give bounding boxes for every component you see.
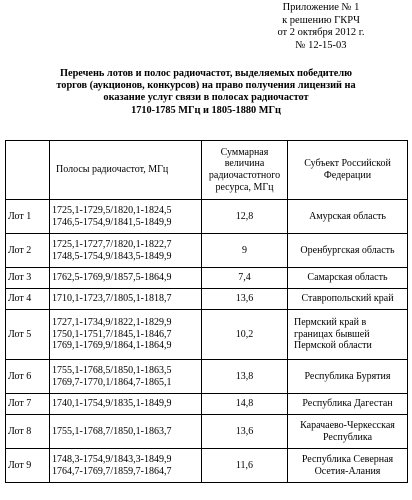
annex-title: Приложение № 1 [282,2,360,13]
band-range: 1740,1-1754,9/1835,1-1849,9 [52,398,172,410]
table-header-row [6,141,408,200]
resource-cell: 13,8 [202,360,288,394]
table-row [6,360,408,394]
bands-cell [50,360,202,394]
annex-reference: к решению ГКРЧ [282,14,360,26]
band-range: 1748,5-1754,9/1843,5-1849,9 [52,250,172,262]
resource-cell: 7,4 [202,268,288,289]
subject-line: Осетия-Алания [314,465,381,477]
band-range: 1755,1-1768,5/1850,1-1863,5 [52,364,172,376]
subject-cell [288,360,408,394]
lot-cell: Лот 5 [6,310,50,360]
header-subject [288,141,408,200]
subject-line: границах бывшей [294,328,370,340]
bands-cell [50,415,202,449]
lot-cell: Лот 2 [6,234,50,268]
header-resource-line: ресурса, МГц [215,181,274,193]
subject-cell [288,415,408,449]
header-resource-line: величина [224,158,265,170]
subject-cell [288,200,408,234]
subject-line: Ставропольский край [301,293,394,305]
bands-cell [50,268,202,289]
heading-line-3: оказание услуг связи в полосах радиочастот [103,92,309,104]
subject-cell [288,394,408,415]
band-range: 1725,1-1729,5/1820,1-1824,5 [52,204,172,216]
lot-cell: Лот 8 [6,415,50,449]
header-resource-line: Суммарная [220,146,269,158]
bands-cell [50,394,202,415]
bands-cell [50,449,202,483]
lot-cell: Лот 6 [6,360,50,394]
subject-line: Республика Северная [301,453,394,465]
resource-cell: 11,6 [202,449,288,483]
subject-line: Республика Бурятия [304,370,391,382]
resource-cell: 12,8 [202,200,288,234]
band-range: 1769,1-1769,9/1864,1-1864,9 [52,340,172,352]
subject-cell [288,310,408,360]
lot-cell: Лот 1 [6,200,50,234]
band-range: 1755,1-1768,7/1850,1-1863,7 [52,425,172,437]
table-row [6,289,408,310]
bands-cell [50,200,202,234]
lots-table [5,140,408,483]
lot-cell: Лот 3 [6,268,50,289]
band-range: 1762,5-1769,9/1857,5-1864,9 [52,272,172,284]
header-lot [6,141,50,200]
lot-cell: Лот 4 [6,289,50,310]
header-resource [202,141,288,200]
subject-line: Карачаево-Черкесская [300,419,395,431]
resource-cell: 10,2 [202,310,288,360]
lot-cell: Лот 9 [6,449,50,483]
annex-number: № 12-15-03 [295,39,347,51]
subject-cell [288,289,408,310]
annex-date: от 2 октября 2012 г. [277,27,365,38]
lot-cell: Лот 7 [6,394,50,415]
header-subject-line: Субъект Российской [304,158,391,170]
subject-cell [288,449,408,483]
resource-cell: 9 [202,234,288,268]
subject-line: Пермский край в [294,317,367,329]
resource-cell: 14,8 [202,394,288,415]
subject-line: Республика [322,431,373,443]
band-range: 1727,1-1734,9/1822,1-1829,9 [52,317,172,329]
bands-cell [50,289,202,310]
heading-line-1: Перечень лотов и полос радиочастот, выделяемых победителю [59,68,353,79]
subject-line: Пермской области [294,340,372,352]
header-resource-line: радиочастотного [208,170,281,181]
bands-cell [50,234,202,268]
resource-cell: 13,6 [202,415,288,449]
table-row [6,449,408,483]
subject-line: Оренбургская область [300,244,395,256]
table-row [6,394,408,415]
band-range: 1746,5-1754,9/1841,5-1849,9 [52,216,172,228]
header-subject-line: Федерации [323,170,372,181]
document-heading [8,68,404,117]
band-range: 1750,1-1751,7/1845,1-1846,7 [52,328,172,340]
subject-line: Амурская область [309,210,386,222]
table-row [6,234,408,268]
subject-line: Республика Дагестан [302,398,393,410]
bands-cell [50,310,202,360]
band-range: 1748,3-1754,9/1843,3-1849,9 [52,453,172,465]
table-row [6,310,408,360]
band-range: 1725,1-1727,7/1820,1-1822,7 [52,238,172,250]
header-bands: Полосы радиочастот, МГц [50,141,202,200]
table-row [6,415,408,449]
heading-line-2: торгов (аукционов, конкурсов) на право получения лицензий на [56,80,356,92]
subject-cell [288,268,408,289]
band-range: 1769,7-1770,1/1864,7-1865,1 [52,376,172,388]
subject-line: Самарская область [307,272,388,284]
band-range: 1710,1-1723,7/1805,1-1818,7 [52,293,172,305]
subject-cell [288,234,408,268]
annex-block [236,2,406,52]
band-range: 1764,7-1769,7/1859,7-1864,7 [52,465,172,477]
resource-cell: 13,6 [202,289,288,310]
table-row [6,268,408,289]
heading-line-4: 1710-1785 МГц и 1805-1880 МГц [131,104,281,116]
table-row [6,200,408,234]
